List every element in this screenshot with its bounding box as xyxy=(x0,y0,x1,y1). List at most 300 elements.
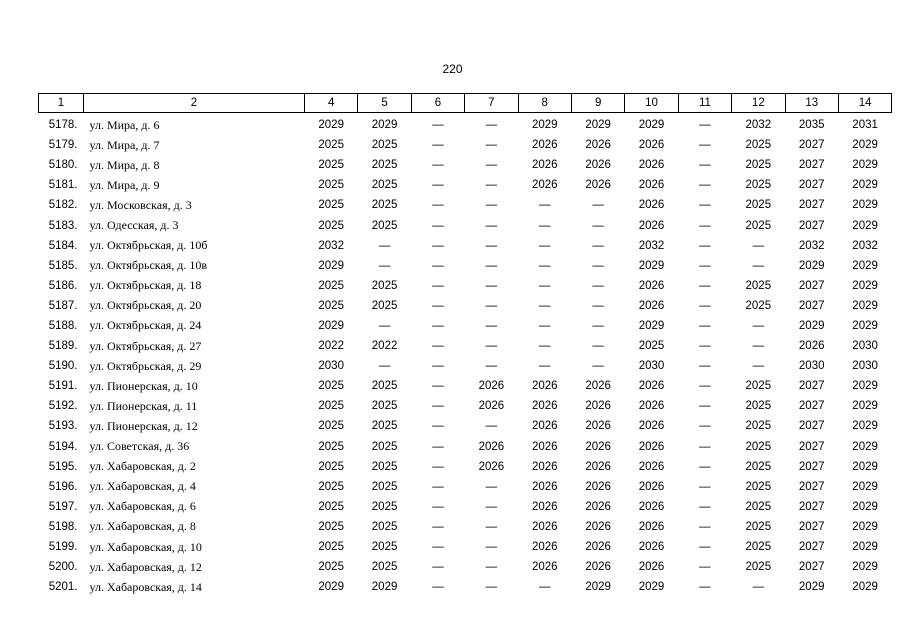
year-cell-col-11: — xyxy=(699,541,711,554)
year-cell-col-7: — xyxy=(485,239,498,252)
year-cell-col-5: 2029 xyxy=(371,119,398,132)
year-cell-col-5: — xyxy=(378,259,391,272)
year-cell-col-8: 2026 xyxy=(531,420,558,433)
year-cell-col-11: — xyxy=(699,440,711,453)
table-row xyxy=(39,557,892,577)
column-header-7: 7 xyxy=(465,94,518,113)
year-cell-col-9: 2026 xyxy=(585,561,611,574)
year-cell-col-8: 2026 xyxy=(531,380,558,393)
year-cell-col-10: 2026 xyxy=(638,299,665,312)
year-cell-col-10: 2026 xyxy=(638,199,665,212)
year-cell-col-7: — xyxy=(485,520,498,533)
year-cell-col-10: 2030 xyxy=(638,360,665,373)
row-number: 5190. xyxy=(48,360,78,373)
year-cell-col-11: — xyxy=(699,360,711,373)
year-cell-col-8: — xyxy=(539,581,551,594)
year-cell-col-11: — xyxy=(699,239,711,252)
year-cell-col-12: 2025 xyxy=(745,279,772,292)
row-number: 5191. xyxy=(48,380,78,393)
table-row xyxy=(39,437,892,457)
year-cell-col-4: 2025 xyxy=(318,541,344,554)
year-cell-col-4: 2025 xyxy=(318,380,344,393)
year-cell-col-8: — xyxy=(539,199,551,212)
year-cell-col-5: 2025 xyxy=(371,400,398,413)
year-cell-col-6: — xyxy=(432,360,444,373)
year-cell-col-10: 2026 xyxy=(638,500,665,513)
year-cell-col-9: 2026 xyxy=(585,179,611,192)
year-cell-col-8: 2026 xyxy=(531,500,558,513)
year-cell-col-9: 2026 xyxy=(585,159,611,172)
row-number: 5189. xyxy=(48,340,78,353)
year-cell-col-8: — xyxy=(539,219,551,232)
column-header-4: 4 xyxy=(305,94,358,113)
year-cell-col-5: 2025 xyxy=(371,299,398,312)
address-cell: ул. Октябрьская, д. 18 xyxy=(89,278,202,293)
year-cell-col-12: 2025 xyxy=(745,159,772,172)
year-cell-col-13: 2027 xyxy=(798,279,825,292)
year-cell-col-12: — xyxy=(752,340,765,353)
column-header-13: 13 xyxy=(785,94,838,113)
year-cell-col-6: — xyxy=(432,319,444,332)
year-cell-col-13: 2027 xyxy=(798,400,825,413)
year-cell-col-13: 2027 xyxy=(798,480,825,493)
year-cell-col-14: 2029 xyxy=(852,199,878,212)
year-cell-col-9: — xyxy=(592,360,604,373)
year-cell-col-6: — xyxy=(432,541,444,554)
year-cell-col-14: 2029 xyxy=(852,279,878,292)
year-cell-col-13: 2027 xyxy=(798,299,825,312)
year-cell-col-10: 2026 xyxy=(638,380,665,393)
address-cell: ул. Советская, д. 36 xyxy=(89,439,190,454)
year-cell-col-9: — xyxy=(592,219,604,232)
address-cell: ул. Октябрьская, д. 10в xyxy=(89,258,208,273)
year-cell-col-7: 2026 xyxy=(478,400,505,413)
year-cell-col-7: — xyxy=(485,299,498,312)
row-number: 5199. xyxy=(48,541,78,554)
year-cell-col-5: 2025 xyxy=(371,460,398,473)
row-number: 5194. xyxy=(48,440,78,453)
year-cell-col-9: — xyxy=(592,340,604,353)
year-cell-col-9: — xyxy=(592,279,604,292)
year-cell-col-6: — xyxy=(432,219,444,232)
year-cell-col-8: 2026 xyxy=(531,139,558,152)
year-cell-col-8: — xyxy=(539,259,551,272)
column-header-14: 14 xyxy=(838,94,891,113)
year-cell-col-11: — xyxy=(699,420,711,433)
address-cell: ул. Мира, д. 8 xyxy=(89,157,160,172)
year-cell-col-7: 2026 xyxy=(478,440,505,453)
column-header-6: 6 xyxy=(411,94,464,113)
table-row xyxy=(39,276,892,296)
year-cell-col-5: 2025 xyxy=(371,480,398,493)
year-cell-col-14: 2029 xyxy=(852,500,878,513)
year-cell-col-13: 2032 xyxy=(798,239,825,252)
year-cell-col-13: 2027 xyxy=(798,179,825,192)
year-cell-col-11: — xyxy=(699,400,711,413)
table-row xyxy=(39,477,892,497)
address-cell: ул. Хабаровская, д. 4 xyxy=(89,479,196,494)
year-cell-col-14: 2032 xyxy=(852,239,878,252)
year-cell-col-9: — xyxy=(592,319,604,332)
year-cell-col-7: — xyxy=(485,581,498,594)
table-row xyxy=(39,336,892,356)
year-cell-col-7: — xyxy=(485,319,498,332)
year-cell-col-12: 2025 xyxy=(745,460,772,473)
year-cell-col-13: 2027 xyxy=(798,139,825,152)
year-cell-col-13: 2027 xyxy=(798,159,825,172)
year-cell-col-14: 2029 xyxy=(852,299,878,312)
year-cell-col-12: — xyxy=(752,239,765,252)
year-cell-col-8: 2026 xyxy=(531,541,558,554)
year-cell-col-12: 2025 xyxy=(745,400,772,413)
table-row xyxy=(39,396,892,416)
year-cell-col-10: 2026 xyxy=(638,541,665,554)
year-cell-col-7: — xyxy=(485,279,498,292)
year-cell-col-6: — xyxy=(432,139,444,152)
address-cell: ул. Пионерская, д. 10 xyxy=(89,378,198,393)
year-cell-col-11: — xyxy=(699,219,711,232)
year-cell-col-4: 2025 xyxy=(318,199,344,212)
year-cell-col-6: — xyxy=(432,159,444,172)
year-cell-col-10: 2026 xyxy=(638,279,665,292)
address-cell: ул. Октябрьская, д. 29 xyxy=(89,358,202,373)
year-cell-col-6: — xyxy=(432,179,444,192)
year-cell-col-14: 2029 xyxy=(852,400,878,413)
year-cell-col-5: 2025 xyxy=(371,219,398,232)
year-cell-col-11: — xyxy=(699,279,711,292)
year-cell-col-6: — xyxy=(432,299,444,312)
year-cell-col-12: 2025 xyxy=(745,179,772,192)
table-row xyxy=(39,135,892,155)
page-number: 220 xyxy=(442,62,463,76)
year-cell-col-7: 2026 xyxy=(478,380,505,393)
year-cell-col-8: — xyxy=(539,360,551,373)
year-cell-col-10: 2029 xyxy=(638,319,665,332)
year-cell-col-4: 2032 xyxy=(318,239,344,252)
year-cell-col-14: 2030 xyxy=(852,340,878,353)
year-cell-col-12: 2025 xyxy=(745,299,772,312)
table-row xyxy=(39,215,892,235)
year-cell-col-12: — xyxy=(752,360,765,373)
year-cell-col-12: — xyxy=(752,581,765,594)
year-cell-col-10: 2029 xyxy=(638,119,665,132)
year-cell-col-5: 2025 xyxy=(371,199,398,212)
year-cell-col-4: 2025 xyxy=(318,279,344,292)
year-cell-col-14: 2029 xyxy=(852,581,878,594)
year-cell-col-10: 2026 xyxy=(638,139,665,152)
year-cell-col-14: 2029 xyxy=(852,179,878,192)
year-cell-col-14: 2029 xyxy=(852,380,878,393)
table-row xyxy=(39,356,892,376)
year-cell-col-4: 2025 xyxy=(318,400,344,413)
year-cell-col-8: — xyxy=(539,340,551,353)
year-cell-col-13: 2029 xyxy=(798,319,825,332)
year-cell-col-13: 2029 xyxy=(798,259,825,272)
year-cell-col-9: 2026 xyxy=(585,400,611,413)
row-number: 5181. xyxy=(48,179,78,192)
year-cell-col-14: 2029 xyxy=(852,319,878,332)
address-cell: ул. Хабаровская, д. 10 xyxy=(89,539,202,554)
year-cell-col-13: 2027 xyxy=(798,500,825,513)
address-cell: ул. Хабаровская, д. 14 xyxy=(89,579,202,594)
year-cell-col-14: 2029 xyxy=(852,159,878,172)
year-cell-col-6: — xyxy=(432,400,444,413)
year-cell-col-13: 2030 xyxy=(798,360,825,373)
row-number: 5184. xyxy=(48,239,78,252)
row-number: 5188. xyxy=(48,319,78,332)
year-cell-col-10: 2029 xyxy=(638,581,665,594)
year-cell-col-5: 2029 xyxy=(371,581,398,594)
year-cell-col-4: 2025 xyxy=(318,480,344,493)
table-header xyxy=(39,94,892,113)
year-cell-col-12: 2025 xyxy=(745,480,772,493)
row-number: 5201. xyxy=(48,581,78,594)
year-cell-col-13: 2027 xyxy=(798,561,825,574)
row-number: 5179. xyxy=(48,139,78,152)
year-cell-col-7: — xyxy=(485,219,498,232)
year-cell-col-8: — xyxy=(539,279,551,292)
year-cell-col-12: 2032 xyxy=(745,119,772,132)
year-cell-col-11: — xyxy=(699,380,711,393)
table-row xyxy=(39,256,892,276)
year-cell-col-5: 2025 xyxy=(371,561,398,574)
year-cell-col-8: 2026 xyxy=(531,520,558,533)
year-cell-col-14: 2029 xyxy=(852,480,878,493)
year-cell-col-4: 2030 xyxy=(318,360,344,373)
year-cell-col-12: 2025 xyxy=(745,199,772,212)
row-number: 5196. xyxy=(48,480,78,493)
year-cell-col-14: 2029 xyxy=(852,219,878,232)
table-row xyxy=(39,113,892,136)
year-cell-col-10: 2026 xyxy=(638,420,665,433)
address-cell: ул. Хабаровская, д. 6 xyxy=(89,499,196,514)
year-cell-col-10: 2026 xyxy=(638,219,665,232)
year-cell-col-9: 2026 xyxy=(585,440,611,453)
year-cell-col-11: — xyxy=(699,179,711,192)
year-cell-col-7: — xyxy=(485,139,498,152)
table-row xyxy=(39,457,892,477)
year-cell-col-9: 2026 xyxy=(585,139,611,152)
year-cell-col-11: — xyxy=(699,480,711,493)
year-cell-col-11: — xyxy=(699,139,711,152)
address-cell: ул. Октябрьская, д. 24 xyxy=(89,318,202,333)
year-cell-col-5: 2025 xyxy=(371,159,398,172)
year-cell-col-13: 2027 xyxy=(798,219,825,232)
year-cell-col-4: 2029 xyxy=(318,581,344,594)
year-cell-col-6: — xyxy=(432,440,444,453)
year-cell-col-6: — xyxy=(432,239,444,252)
year-cell-col-11: — xyxy=(699,340,711,353)
year-cell-col-9: — xyxy=(592,299,604,312)
year-cell-col-14: 2029 xyxy=(852,520,878,533)
building-schedule-table xyxy=(38,93,892,597)
year-cell-col-4: 2025 xyxy=(318,440,344,453)
year-cell-col-13: 2035 xyxy=(798,119,825,132)
table-row xyxy=(39,316,892,336)
year-cell-col-13: 2027 xyxy=(798,460,825,473)
year-cell-col-5: 2022 xyxy=(371,340,398,353)
year-cell-col-8: 2026 xyxy=(531,440,558,453)
year-cell-col-6: — xyxy=(432,480,444,493)
year-cell-col-9: 2029 xyxy=(585,119,611,132)
year-cell-col-12: 2025 xyxy=(745,500,772,513)
year-cell-col-10: 2026 xyxy=(638,159,665,172)
year-cell-col-4: 2025 xyxy=(318,500,344,513)
year-cell-col-7: — xyxy=(485,480,498,493)
table-row xyxy=(39,236,892,256)
year-cell-col-5: 2025 xyxy=(371,440,398,453)
year-cell-col-5: 2025 xyxy=(371,139,398,152)
year-cell-col-12: 2025 xyxy=(745,561,772,574)
row-number: 5197. xyxy=(48,500,78,513)
year-cell-col-14: 2031 xyxy=(852,119,878,132)
year-cell-col-11: — xyxy=(699,119,711,132)
year-cell-col-13: 2027 xyxy=(798,380,825,393)
year-cell-col-6: — xyxy=(432,119,444,132)
row-number: 5183. xyxy=(48,219,78,232)
year-cell-col-5: 2025 xyxy=(371,420,398,433)
year-cell-col-8: 2026 xyxy=(531,400,558,413)
year-cell-col-5: 2025 xyxy=(371,541,398,554)
year-cell-col-6: — xyxy=(432,279,444,292)
address-cell: ул. Мира, д. 9 xyxy=(89,177,160,192)
year-cell-col-11: — xyxy=(699,259,711,272)
year-cell-col-4: 2029 xyxy=(318,119,344,132)
year-cell-col-6: — xyxy=(432,199,444,212)
address-cell: ул. Мира, д. 7 xyxy=(89,137,160,152)
year-cell-col-9: 2026 xyxy=(585,520,611,533)
column-header-11: 11 xyxy=(678,94,731,113)
year-cell-col-11: — xyxy=(699,460,711,473)
year-cell-col-13: 2029 xyxy=(798,581,825,594)
year-cell-col-10: 2026 xyxy=(638,460,665,473)
table-row xyxy=(39,577,892,597)
year-cell-col-7: — xyxy=(485,199,498,212)
year-cell-col-14: 2029 xyxy=(852,561,878,574)
year-cell-col-5: 2025 xyxy=(371,500,398,513)
year-cell-col-11: — xyxy=(699,299,711,312)
address-cell: ул. Московская, д. 3 xyxy=(89,197,192,212)
row-number: 5187. xyxy=(48,299,78,312)
year-cell-col-4: 2025 xyxy=(318,219,344,232)
year-cell-col-5: 2025 xyxy=(371,380,398,393)
year-cell-col-14: 2029 xyxy=(852,139,878,152)
column-header-1: 1 xyxy=(39,94,84,113)
year-cell-col-14: 2030 xyxy=(852,360,878,373)
row-number: 5180. xyxy=(48,159,78,172)
year-cell-col-13: 2027 xyxy=(798,440,825,453)
year-cell-col-7: — xyxy=(485,500,498,513)
year-cell-col-14: 2029 xyxy=(852,440,878,453)
year-cell-col-10: 2029 xyxy=(638,259,665,272)
row-number: 5185. xyxy=(48,259,78,272)
year-cell-col-8: 2026 xyxy=(531,179,558,192)
address-cell: ул. Мира, д. 6 xyxy=(89,117,160,132)
year-cell-col-14: 2029 xyxy=(852,460,878,473)
year-cell-col-4: 2025 xyxy=(318,179,344,192)
year-cell-col-13: 2026 xyxy=(798,340,825,353)
year-cell-col-12: — xyxy=(752,319,765,332)
year-cell-col-12: 2025 xyxy=(745,420,772,433)
year-cell-col-9: 2029 xyxy=(585,581,611,594)
year-cell-col-7: — xyxy=(485,119,498,132)
year-cell-col-8: 2026 xyxy=(531,561,558,574)
year-cell-col-11: — xyxy=(699,500,711,513)
year-cell-col-7: — xyxy=(485,420,498,433)
column-header-9: 9 xyxy=(571,94,624,113)
year-cell-col-4: 2025 xyxy=(318,299,344,312)
address-cell: ул. Хабаровская, д. 12 xyxy=(89,559,202,574)
year-cell-col-5: 2025 xyxy=(371,179,398,192)
row-number: 5193. xyxy=(48,420,78,433)
year-cell-col-11: — xyxy=(699,520,711,533)
year-cell-col-12: 2025 xyxy=(745,219,772,232)
year-cell-col-7: — xyxy=(485,179,498,192)
address-cell: ул. Хабаровская, д. 2 xyxy=(89,459,196,474)
column-header-10: 10 xyxy=(625,94,678,113)
year-cell-col-4: 2025 xyxy=(318,520,344,533)
year-cell-col-13: 2027 xyxy=(798,199,825,212)
year-cell-col-10: 2026 xyxy=(638,440,665,453)
year-cell-col-4: 2022 xyxy=(318,340,344,353)
year-cell-col-5: — xyxy=(378,239,391,252)
row-number: 5200. xyxy=(48,561,78,574)
column-header-2: 2 xyxy=(84,94,305,113)
year-cell-col-10: 2026 xyxy=(638,520,665,533)
year-cell-col-7: 2026 xyxy=(478,460,505,473)
header-row xyxy=(39,94,892,113)
year-cell-col-8: — xyxy=(539,299,551,312)
year-cell-col-6: — xyxy=(432,561,444,574)
column-header-5: 5 xyxy=(358,94,411,113)
table-row xyxy=(39,416,892,436)
year-cell-col-12: 2025 xyxy=(745,440,772,453)
year-cell-col-6: — xyxy=(432,259,444,272)
year-cell-col-6: — xyxy=(432,420,444,433)
table-row xyxy=(39,195,892,215)
year-cell-col-7: — xyxy=(485,259,498,272)
year-cell-col-5: — xyxy=(378,319,391,332)
year-cell-col-8: 2029 xyxy=(531,119,558,132)
year-cell-col-12: 2025 xyxy=(745,520,772,533)
row-number: 5195. xyxy=(48,460,78,473)
year-cell-col-8: 2026 xyxy=(531,159,558,172)
column-header-8: 8 xyxy=(518,94,571,113)
year-cell-col-6: — xyxy=(432,581,444,594)
year-cell-col-10: 2026 xyxy=(638,561,665,574)
year-cell-col-13: 2027 xyxy=(798,520,825,533)
address-cell: ул. Пионерская, д. 12 xyxy=(89,418,198,433)
year-cell-col-4: 2025 xyxy=(318,460,344,473)
year-cell-col-6: — xyxy=(432,380,444,393)
year-cell-col-7: — xyxy=(485,340,498,353)
year-cell-col-10: 2026 xyxy=(638,400,665,413)
row-number: 5182. xyxy=(48,199,78,212)
year-cell-col-6: — xyxy=(432,500,444,513)
year-cell-col-9: — xyxy=(592,259,604,272)
year-cell-col-9: 2026 xyxy=(585,420,611,433)
table-body xyxy=(39,113,892,598)
row-number: 5186. xyxy=(48,279,78,292)
year-cell-col-14: 2029 xyxy=(852,541,878,554)
year-cell-col-4: 2029 xyxy=(318,319,344,332)
year-cell-col-11: — xyxy=(699,199,711,212)
year-cell-col-14: 2029 xyxy=(852,420,878,433)
column-header-12: 12 xyxy=(732,94,785,113)
year-cell-col-10: 2032 xyxy=(638,239,665,252)
year-cell-col-4: 2025 xyxy=(318,420,344,433)
year-cell-col-14: 2029 xyxy=(852,259,878,272)
